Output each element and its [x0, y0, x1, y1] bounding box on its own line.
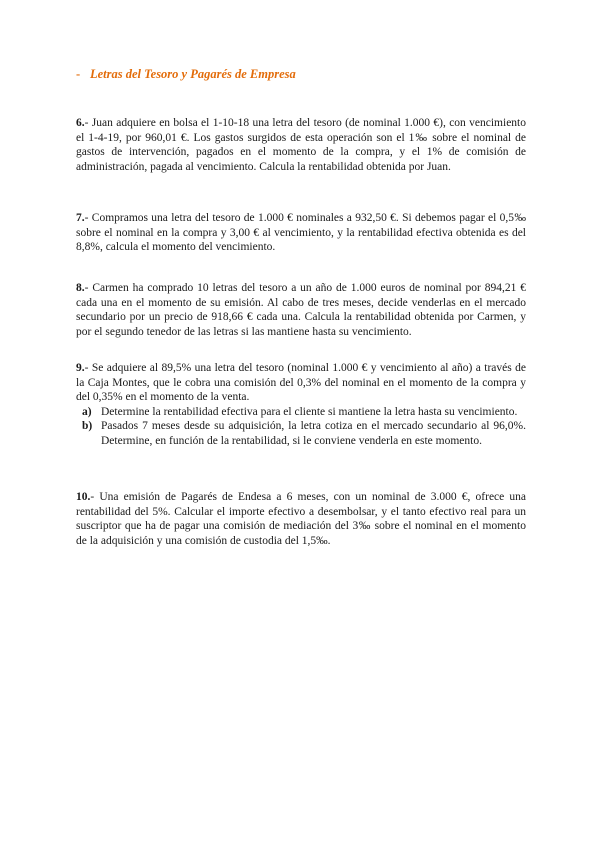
exercise-number: 10. — [76, 491, 91, 503]
heading-bullet: - — [76, 67, 81, 81]
part-text: Pasados 7 meses desde su adquisición, la letra cotiza en el mercado secundario al 96,0%. Determine, en función de la rentabilidad, si le conviene venderla en este momento. — [101, 420, 526, 447]
exercise-text: - Carmen ha comprado 10 letras del tesoro a un año de 1.000 euros de nominal por 894,21 € cada una en el momento de su emisión. Al cabo de tres meses, decide venderlas en el mercado secundario por un precio de 918,66 € cada una. Calcula la rentabilidad obtenida por Carmen, y por el segundo tenedor de las letras si las mantiene hasta su vencimiento. — [76, 282, 526, 338]
exercise-number: 7. — [76, 212, 85, 224]
exercise-9 — [76, 361, 526, 448]
section-heading — [76, 67, 296, 82]
exercise-text: - Compramos una letra del tesoro de 1.000 € nominales a 932,50 €. Si debemos pagar el 0,5‰ sobre el nominal en la compra y 3,00 € al vencimiento, y la rentabilidad efectiva obtenida es del 8,8%, calcula el momento del vencimiento. — [76, 212, 526, 253]
part-label: a) — [82, 405, 92, 418]
exercise-10 — [76, 490, 526, 548]
exercise-7 — [76, 211, 526, 255]
exercise-number: 9. — [76, 362, 85, 374]
exercise-part-b — [76, 419, 526, 448]
heading-title: Letras del Tesoro y Pagarés de Empresa — [90, 67, 296, 81]
exercise-text: - Una emisión de Pagarés de Endesa a 6 meses, con un nominal de 3.000 €, ofrece una rentabilidad del 5%. Calcular el importe efectivo a desembolsar, y el tanto efectivo real para un suscriptor que ha de pagar una comisión de mediación del 3‰ sobre el nominal en el momento de la adquisición y una comisión de custodia del 1,5‰. — [76, 491, 526, 547]
exercise-part-a — [76, 405, 526, 420]
exercise-text: - Se adquiere al 89,5% una letra del tesoro (nominal 1.000 € y vencimiento al año) a través de la Caja Montes, que le cobra una comisión del 0,3% del nominal en el momento de la compra y del 0,35% en el momento de la venta. — [76, 362, 526, 403]
exercise-intro — [76, 361, 526, 405]
exercise-6 — [76, 116, 526, 174]
part-text: Determine la rentabilidad efectiva para el cliente si mantiene la letra hasta su vencimiento. — [101, 405, 518, 418]
exercise-8 — [76, 281, 526, 339]
part-label: b) — [82, 420, 93, 432]
exercise-number: 6. — [76, 117, 85, 129]
exercise-number: 8. — [76, 282, 85, 294]
exercise-text: - Juan adquiere en bolsa el 1-10-18 una letra del tesoro (de nominal 1.000 €), con vencimiento el 1-4-19, por 960,01 €. Los gastos surgidos de esta operación son el 1‰ sobre el nominal de gastos de intervención, pagados en el momento de la compra, y el 1% de comisión de administración, pagada al vencimiento. Calcula la rentabilidad obtenida por Juan. — [76, 117, 526, 173]
